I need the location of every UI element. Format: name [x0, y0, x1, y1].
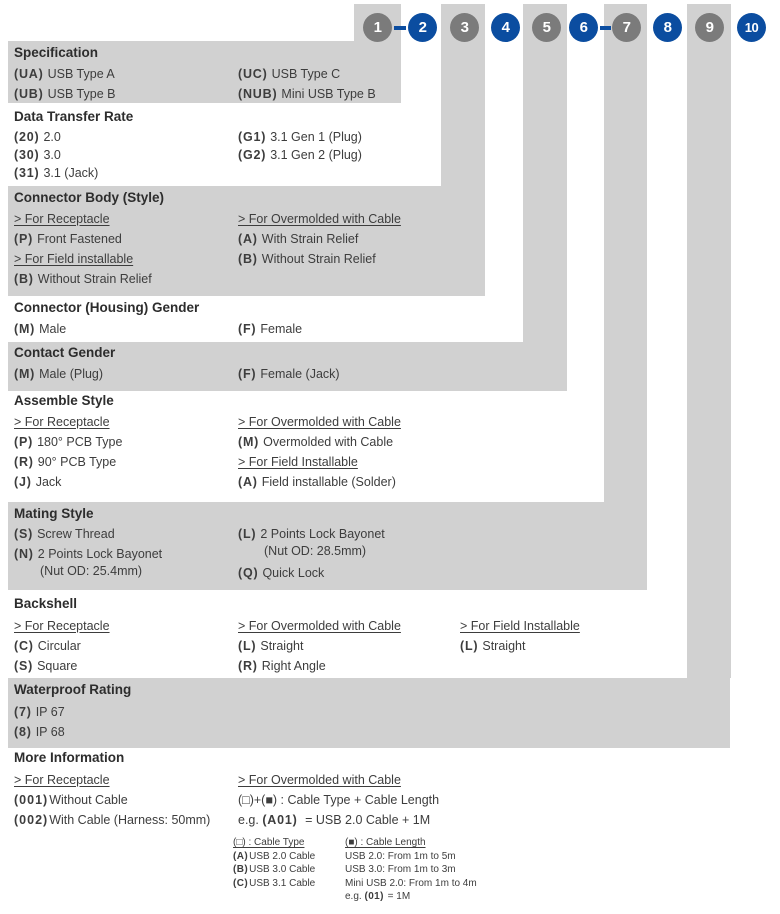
- option-code: (F): [238, 322, 257, 336]
- option-code: (7): [14, 705, 32, 719]
- option-code: (M): [14, 367, 36, 381]
- option-code: (NUB): [238, 87, 278, 101]
- option-code: (B): [14, 272, 34, 286]
- backshell-col1: [14, 616, 110, 676]
- option-item: USB 2.0: From 1m to 5m: [345, 850, 456, 862]
- option-item: [14, 364, 103, 384]
- section-title-specification: Specification: [14, 45, 99, 60]
- option-label: 2 Points Lock Bayonet: [260, 527, 385, 541]
- option-label: Male (Plug): [39, 367, 104, 381]
- option-item: [238, 432, 401, 452]
- housing-gender-col1: [14, 319, 66, 339]
- more-info-col1: [14, 770, 210, 830]
- step-circle-7: 7: [612, 13, 641, 42]
- section-title-assemble-style: Assemble Style: [14, 393, 114, 408]
- option-item: [14, 432, 122, 452]
- option-label: IP 68: [35, 725, 65, 739]
- option-item: [238, 656, 401, 676]
- group-heading: > For Field Installable: [238, 455, 358, 469]
- option-code: (S): [14, 659, 34, 673]
- option-item: [238, 636, 401, 656]
- backshell-col3: [460, 616, 580, 656]
- cable-length-heading: (■) : Cable Length: [345, 837, 426, 848]
- step-circle-8: 8: [653, 13, 682, 42]
- option-code: (M): [238, 435, 260, 449]
- option-item: [14, 790, 210, 810]
- option-label: Straight: [260, 639, 304, 653]
- section-title-contact-gender: Contact Gender: [14, 345, 116, 360]
- group-heading: > For Receptacle: [14, 212, 110, 226]
- data-transfer-col2: [238, 128, 362, 164]
- group-heading: > For Field installable: [14, 252, 134, 266]
- group-heading: > For Receptacle: [14, 415, 110, 429]
- option-code: (8): [14, 725, 32, 739]
- option-item: [14, 636, 110, 656]
- option-label: Overmolded with Cable: [263, 435, 394, 449]
- option-item: [238, 364, 340, 384]
- option-item: Mini USB 2.0: From 1m to 4m: [345, 877, 477, 889]
- option-label: USB Type C: [271, 67, 341, 81]
- option-code: (C): [14, 639, 34, 653]
- option-label: Front Fastened: [37, 232, 122, 246]
- specification-col1: [14, 64, 115, 104]
- option-label: USB Type B: [47, 87, 116, 101]
- cable-type-list: [233, 836, 315, 890]
- option-item: [233, 877, 315, 891]
- section-title-housing-gender: Connector (Housing) Gender: [14, 300, 200, 315]
- option-code: (Q): [238, 566, 259, 580]
- group-heading: > For Overmolded with Cable: [238, 773, 401, 787]
- example-suffix: = 1M: [384, 891, 411, 902]
- step-circle-3: 3: [450, 13, 479, 42]
- option-item: [14, 164, 98, 182]
- option-label: Straight: [482, 639, 526, 653]
- option-item: [14, 524, 162, 544]
- option-item: [14, 146, 98, 164]
- option-item: [238, 563, 385, 583]
- option-code: (B): [238, 252, 258, 266]
- group-heading: > For Receptacle: [14, 773, 110, 787]
- option-item: [238, 84, 376, 104]
- option-code: (A): [233, 850, 249, 862]
- step-circle-2: 2: [408, 13, 437, 42]
- option-label: Male: [39, 322, 67, 336]
- section-title-connector-body: Connector Body (Style): [14, 190, 165, 205]
- option-label: 2 Points Lock Bayonet: [37, 547, 163, 561]
- option-label: Female: [260, 322, 303, 336]
- option-code: (20): [14, 130, 40, 144]
- option-item: [238, 524, 385, 558]
- step-circle-1: 1: [363, 13, 392, 42]
- option-code: (P): [14, 232, 34, 246]
- option-item: [14, 64, 115, 84]
- option-item: USB 3.0: From 1m to 3m: [345, 864, 456, 875]
- option-code: (N): [14, 547, 34, 561]
- option-code: (G1): [238, 130, 267, 144]
- group-heading: > For Overmolded with Cable: [238, 619, 401, 633]
- cable-length-list: [345, 836, 477, 904]
- step-circle-5: 5: [532, 13, 561, 42]
- option-code: (J): [14, 475, 32, 489]
- option-code: (S): [14, 527, 34, 541]
- connector-body-col1: [14, 209, 152, 289]
- option-code: (002): [14, 813, 49, 827]
- option-label: USB 3.1 Cable: [249, 877, 316, 889]
- option-item: [238, 319, 302, 339]
- option-code: (L): [238, 527, 257, 541]
- option-item: [460, 636, 580, 656]
- option-code: (R): [14, 455, 34, 469]
- option-label: Circular: [37, 639, 81, 653]
- option-code: (F): [238, 367, 257, 381]
- specification-col2: [238, 64, 376, 104]
- connector-dash-1-2: [394, 26, 406, 30]
- option-label-line2: (Nut OD: 28.5mm): [264, 544, 367, 558]
- option-code: (A): [238, 475, 258, 489]
- option-item: [14, 229, 152, 249]
- option-item: [14, 656, 110, 676]
- group-heading: > For Field Installable: [460, 619, 580, 633]
- option-label: With Cable (Harness: 50mm): [49, 813, 211, 827]
- option-item: [14, 722, 65, 742]
- column-bar-5: [523, 4, 567, 342]
- option-code: (A): [238, 232, 258, 246]
- option-label-line2: (Nut OD: 25.4mm): [40, 564, 143, 578]
- example-prefix: e.g.: [345, 891, 365, 902]
- waterproof-col1: [14, 702, 65, 742]
- mating-style-col1: [14, 524, 162, 583]
- option-code: (UB): [14, 87, 44, 101]
- option-item: [238, 472, 401, 492]
- option-item: [233, 850, 315, 864]
- option-code: (P): [14, 435, 34, 449]
- column-bar-7: [604, 4, 647, 502]
- option-item: [14, 128, 98, 146]
- option-item: [238, 249, 401, 269]
- option-label: Screw Thread: [37, 527, 115, 541]
- more-info-col2: [238, 770, 439, 830]
- option-item: [238, 128, 362, 146]
- option-label: 90° PCB Type: [37, 455, 117, 469]
- option-label: Right Angle: [261, 659, 326, 673]
- group-heading: > For Receptacle: [14, 619, 110, 633]
- option-code: (L): [460, 639, 479, 653]
- column-bar-9: [687, 4, 731, 678]
- option-item: [238, 229, 401, 249]
- option-item: [14, 452, 122, 472]
- group-heading: > For Overmolded with Cable: [238, 415, 401, 429]
- option-item: [14, 84, 115, 104]
- section-title-more-information: More Information: [14, 750, 125, 765]
- option-label: 180° PCB Type: [37, 435, 123, 449]
- option-code: (R): [238, 659, 258, 673]
- option-label: Without Strain Relief: [261, 252, 376, 266]
- connector-body-col2: [238, 209, 401, 269]
- contact-gender-col1: [14, 364, 103, 384]
- option-code: (30): [14, 148, 40, 162]
- assemble-style-col1: [14, 412, 122, 492]
- backshell-col2: [238, 616, 401, 676]
- step-circle-4: 4: [491, 13, 520, 42]
- option-item: [14, 702, 65, 722]
- option-label: 3.0: [43, 148, 61, 162]
- assemble-style-col2: [238, 412, 401, 492]
- housing-gender-col2: [238, 319, 302, 339]
- option-label: Mini USB Type B: [281, 87, 376, 101]
- option-code: (M): [14, 322, 36, 336]
- cable-example: [238, 810, 439, 830]
- connector-dash-6-7: [600, 26, 611, 30]
- option-label: 3.1 Gen 1 (Plug): [270, 130, 362, 144]
- option-code: (L): [238, 639, 257, 653]
- cable-type-heading: (□) : Cable Type: [233, 837, 305, 848]
- option-label: 3.1 (Jack): [43, 166, 99, 180]
- group-heading: > For Overmolded with Cable: [238, 212, 401, 226]
- section-title-backshell: Backshell: [14, 596, 78, 611]
- option-label: Without Strain Relief: [37, 272, 152, 286]
- option-item: [233, 863, 315, 877]
- option-code: (G2): [238, 148, 267, 162]
- example-prefix: e.g.: [238, 813, 263, 827]
- option-label: USB 2.0 Cable: [249, 850, 316, 862]
- option-item: [14, 269, 152, 289]
- option-label: Female (Jack): [260, 367, 340, 381]
- option-label: Quick Lock: [262, 566, 325, 580]
- section-title-waterproof-rating: Waterproof Rating: [14, 682, 132, 697]
- option-label: USB Type A: [47, 67, 115, 81]
- step-circle-6: 6: [569, 13, 598, 42]
- option-label: Without Cable: [49, 793, 128, 807]
- mating-style-col2: [238, 524, 385, 583]
- option-label: 2.0: [43, 130, 61, 144]
- option-label: IP 67: [35, 705, 65, 719]
- option-code: (A01): [262, 813, 298, 827]
- section-title-mating-style: Mating Style: [14, 506, 94, 521]
- step-circle-9: 9: [695, 13, 724, 42]
- option-code: (01): [364, 891, 384, 902]
- data-transfer-col1: [14, 128, 98, 182]
- cable-formula: (□)+(■) : Cable Type + Cable Length: [238, 793, 440, 807]
- option-label: 3.1 Gen 2 (Plug): [270, 148, 362, 162]
- option-code: (C): [233, 877, 249, 889]
- option-label: Field installable (Solder): [261, 475, 396, 489]
- option-label: USB 3.0 Cable: [249, 864, 316, 875]
- option-item: [238, 146, 362, 164]
- option-item: [238, 64, 376, 84]
- option-label: Jack: [35, 475, 62, 489]
- option-item: [14, 319, 66, 339]
- step-circle-10: 10: [737, 13, 766, 42]
- option-label: Square: [37, 659, 78, 673]
- contact-gender-col2: [238, 364, 340, 384]
- cable-length-example: [345, 890, 477, 904]
- option-item: [14, 472, 122, 492]
- option-code: (UA): [14, 67, 44, 81]
- section-title-data-transfer-rate: Data Transfer Rate: [14, 109, 134, 124]
- option-code: (UC): [238, 67, 268, 81]
- option-code: (B): [233, 864, 249, 875]
- option-item: [14, 544, 162, 578]
- example-suffix: = USB 2.0 Cable + 1M: [301, 813, 431, 827]
- option-code: (001): [14, 793, 49, 807]
- option-code: (31): [14, 166, 40, 180]
- option-item: [14, 810, 210, 830]
- option-label: With Strain Relief: [261, 232, 359, 246]
